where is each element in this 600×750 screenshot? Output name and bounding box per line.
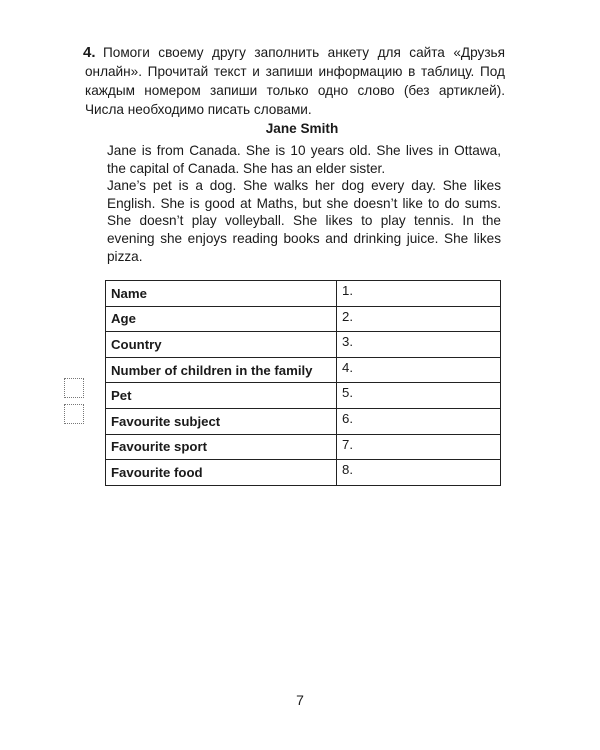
table-row: [106, 460, 501, 486]
field-label: Name: [106, 281, 337, 307]
field-label: Pet: [106, 383, 337, 409]
score-checkbox[interactable]: [64, 378, 84, 398]
story-paragraph: Jane’s pet is a dog. She walks her dog every day. She likes English. She is good at Maths, but she doesn’t like to do sums. She doesn’t play volleyball. She likes to play tennis. In the evening she enjoys reading books and drinking juice. She likes pizza.: [107, 178, 501, 264]
table-row: [106, 306, 501, 332]
answer-cell[interactable]: 3.: [337, 332, 501, 358]
answer-cell[interactable]: 6.: [337, 408, 501, 434]
answer-cell[interactable]: 8.: [337, 460, 501, 486]
table-row: [106, 383, 501, 409]
field-label: Country: [106, 332, 337, 358]
field-label: Favourite subject: [106, 408, 337, 434]
answer-cell[interactable]: 5.: [337, 383, 501, 409]
field-label: Number of children in the family: [106, 357, 337, 383]
table-row: [106, 332, 501, 358]
task-number: 4.: [83, 44, 96, 61]
story-title: Jane Smith: [265, 121, 339, 136]
score-checkbox[interactable]: [64, 404, 84, 424]
field-label: Favourite food: [106, 460, 337, 486]
answer-cell[interactable]: 4.: [337, 357, 501, 383]
table-row: [106, 408, 501, 434]
answer-cell[interactable]: 1.: [337, 281, 501, 307]
table-row: [106, 281, 501, 307]
table-row: [106, 434, 501, 460]
answer-cell[interactable]: 7.: [337, 434, 501, 460]
page-number: 7: [296, 692, 304, 708]
answer-cell[interactable]: 2.: [337, 306, 501, 332]
table-row: [106, 357, 501, 383]
field-label: Age: [106, 306, 337, 332]
task-instructions: [85, 43, 505, 119]
story-paragraph: Jane is from Canada. She is 10 years old. She lives in Ottawa, the capital of Canada. She has an elder sister.: [107, 143, 501, 176]
task-text: Помоги своему другу заполнить анкету для сайта «Друзья онлайн». Прочитай текст и запиши информацию в таблицу. Под каждым номером запиши только одно слово (без артиклей). Числа необходимо писать словами.: [85, 45, 505, 117]
profile-form-table: [105, 280, 501, 486]
story-text: [107, 142, 501, 265]
field-label: Favourite sport: [106, 434, 337, 460]
